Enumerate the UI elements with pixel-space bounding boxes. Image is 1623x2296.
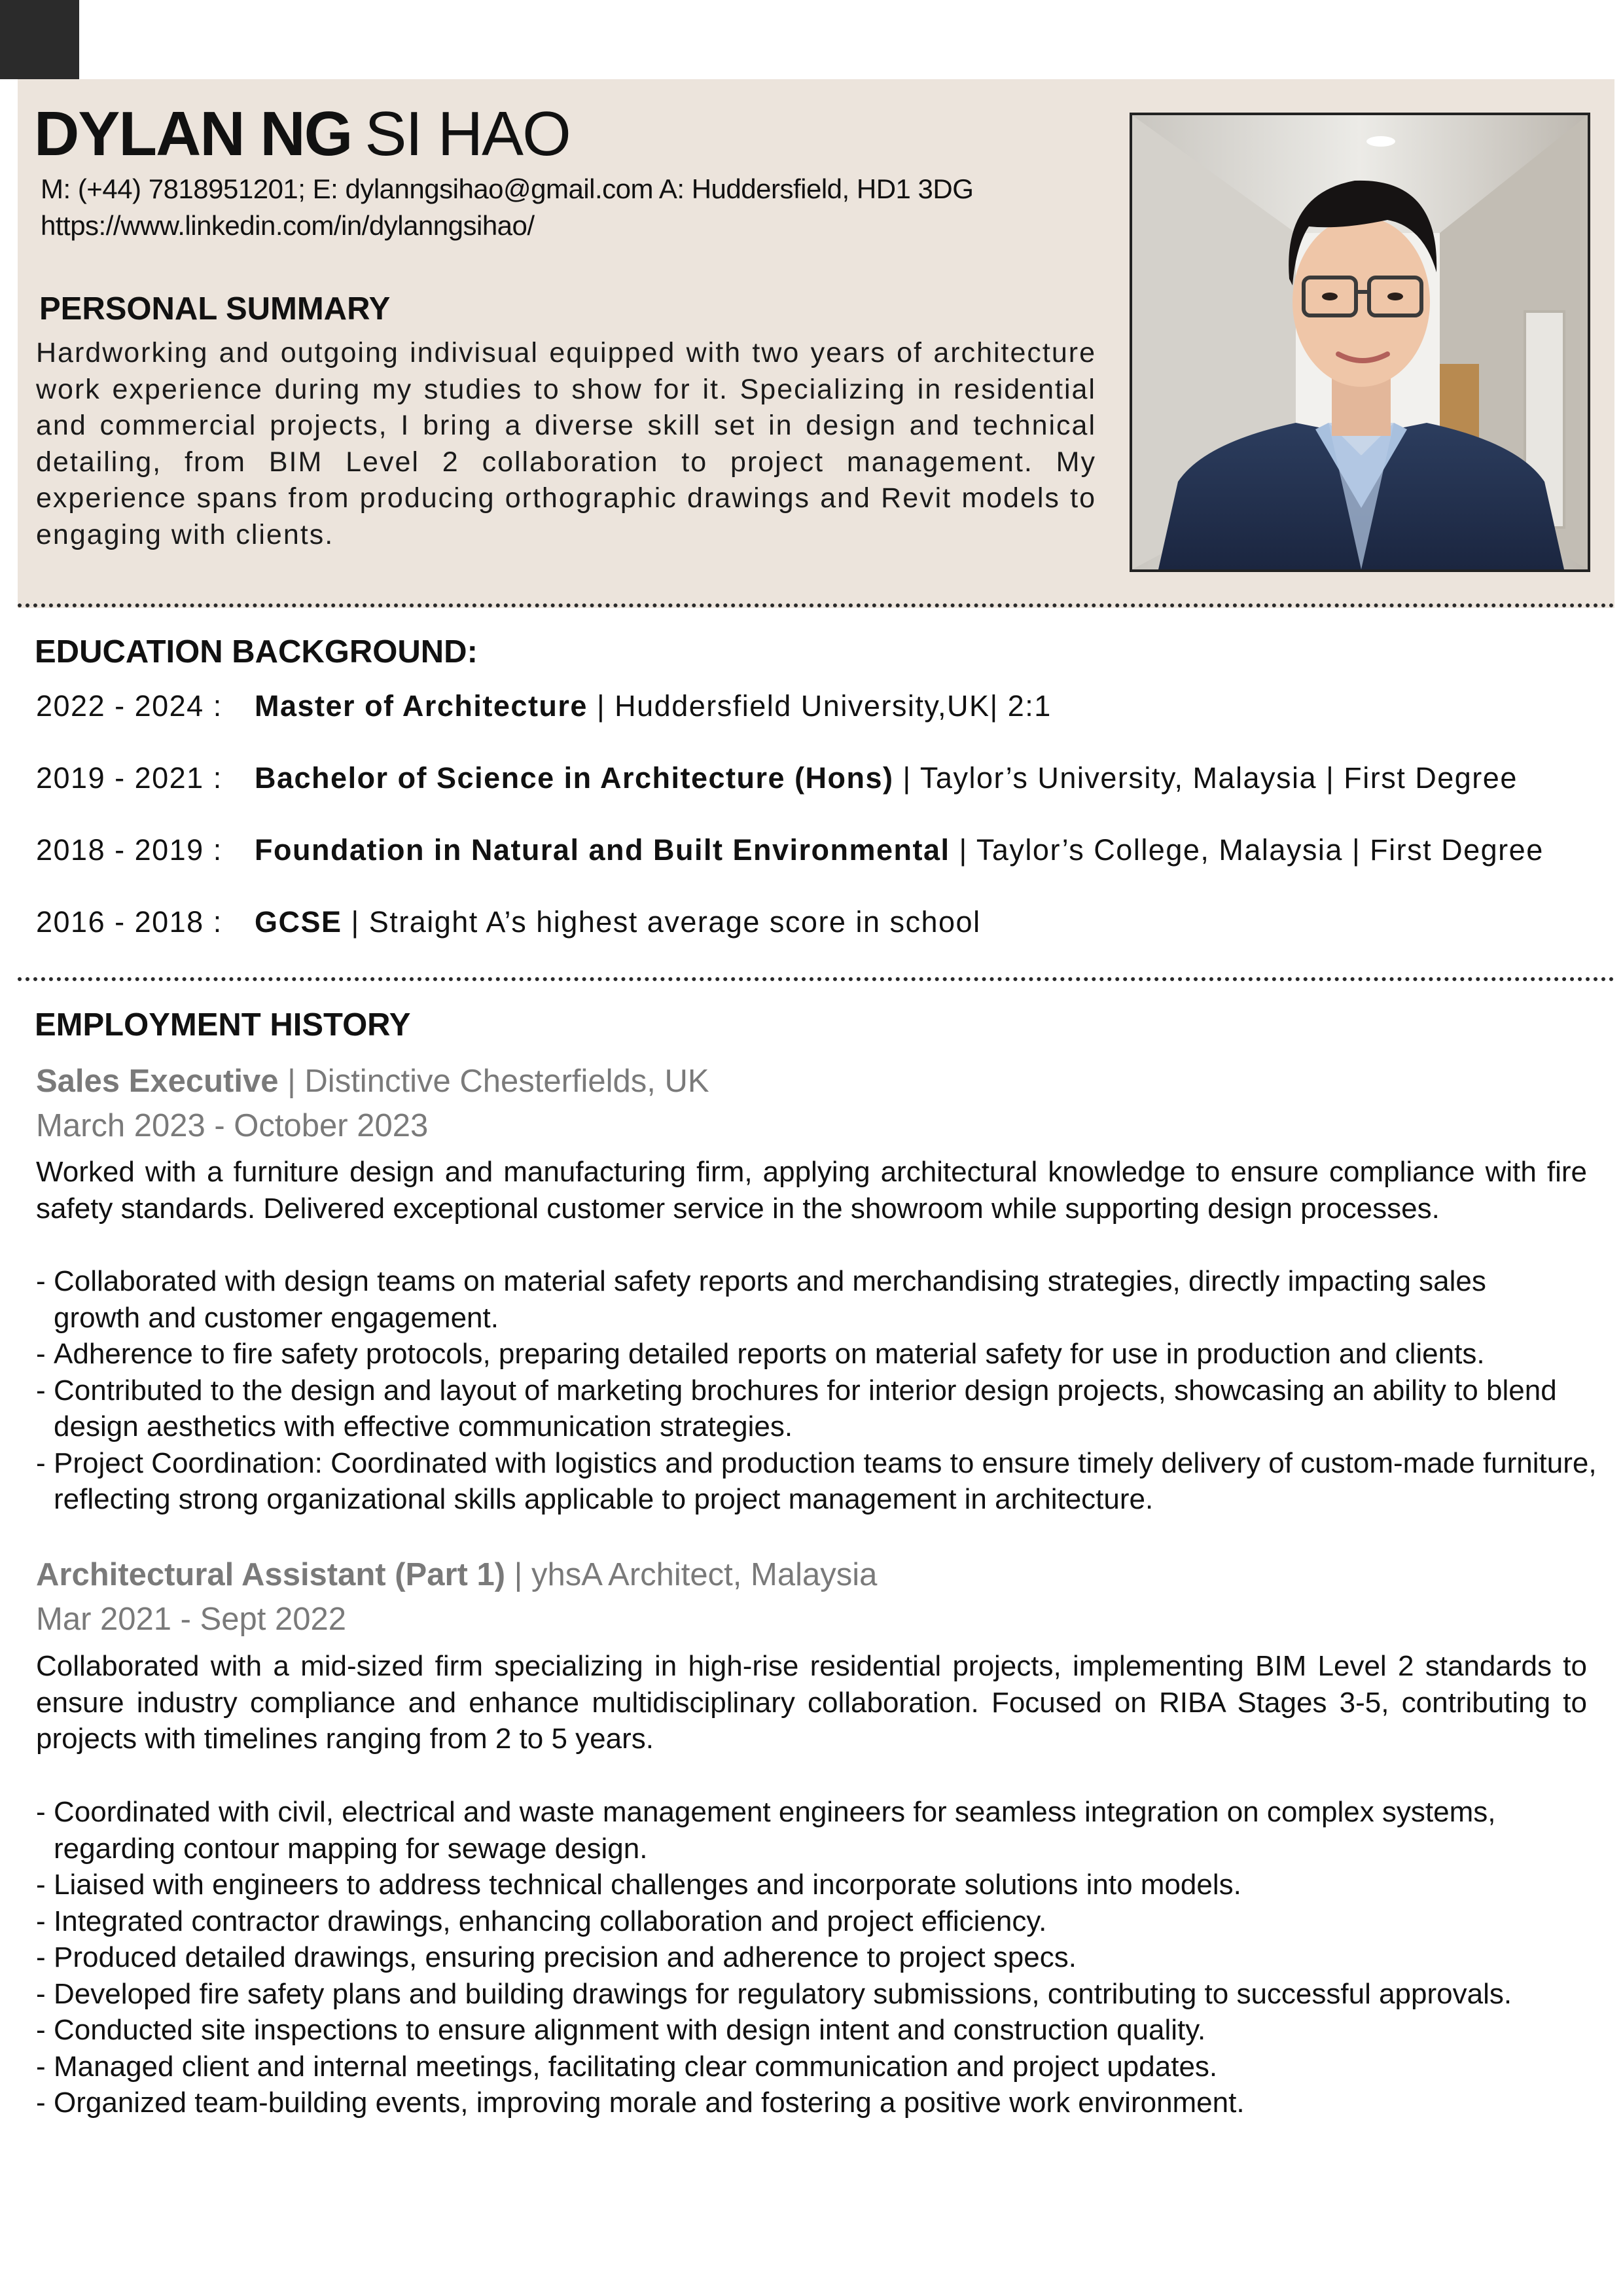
name-last: SI HAO — [365, 99, 570, 169]
education-title: EDUCATION BACKGROUND: — [35, 634, 478, 670]
education-details: | Huddersfield University,UK| 2:1 — [587, 689, 1052, 723]
list-item: - Liaised with engineers to address technical challenges and incorporate solutions into models. — [36, 1867, 1620, 1903]
list-item: - Project Coordination: Coordinated with logistics and production teams to ensure timely delivery of custom-made furniture, reflecting strong organizational skills applicable to project management in architecture. — [36, 1445, 1620, 1518]
education-item — [36, 689, 1052, 723]
list-item: - Coordinated with civil, electrical and waste management engineers for seamless integration on complex systems, regarding contour mapping for sewage design. — [36, 1794, 1620, 1867]
name-first: DYLAN NG — [34, 99, 352, 169]
education-degree: GCSE — [255, 905, 342, 939]
job-title — [36, 1063, 709, 1100]
list-item: - Integrated contractor drawings, enhancing collaboration and project efficiency. — [36, 1903, 1620, 1940]
job-role: Sales Executive — [36, 1064, 279, 1099]
job-dates: Mar 2021 - Sept 2022 — [36, 1602, 346, 1637]
list-item: - Produced detailed drawings, ensuring precision and adherence to project specs. — [36, 1939, 1620, 1976]
header-divider — [18, 603, 1614, 607]
corner-block — [0, 0, 79, 79]
education-years: 2018 - 2019 : — [36, 833, 223, 867]
job-title — [36, 1556, 877, 1593]
education-degree: Bachelor of Science in Architecture (Hons) — [255, 761, 894, 795]
education-divider — [18, 977, 1614, 981]
job-description: Collaborated with a mid-sized firm specializing in high-rise residential projects, implementing BIM Level 2 standards to ensure industry compliance and enhance multidisciplinary collaboration. Focused on RIBA Stages 3-5, contributing to projects with timelines ranging from 2 to 5 years. — [36, 1650, 1587, 1755]
list-item: - Conducted site inspections to ensure alignment with design intent and construction quality. — [36, 2012, 1620, 2049]
job-bullets — [36, 1263, 1620, 1518]
education-item — [36, 833, 1544, 867]
education-item — [36, 905, 981, 939]
job-bullets — [36, 1794, 1620, 2121]
portrait-illustration — [1132, 115, 1588, 569]
job-dates: March 2023 - October 2023 — [36, 1108, 429, 1143]
linkedin-link[interactable]: https://www.linkedin.com/in/dylanngsihao/ — [41, 210, 535, 241]
education-details: | Taylor’s University, Malaysia | First Degree — [893, 761, 1518, 795]
profile-photo — [1130, 113, 1590, 572]
education-years: 2016 - 2018 : — [36, 905, 223, 939]
list-item: - Developed fire safety plans and building drawings for regulatory submissions, contributing to successful approvals. — [36, 1976, 1546, 2013]
job-company: | yhsA Architect, Malaysia — [505, 1557, 878, 1592]
job-role: Architectural Assistant (Part 1) — [36, 1557, 506, 1592]
job-company: | Distinctive Chesterfields, UK — [278, 1064, 709, 1099]
education-degree: Master of Architecture — [255, 689, 588, 723]
education-details: | Taylor’s College, Malaysia | First Degree — [950, 833, 1544, 867]
personal-summary-text: Hardworking and outgoing indivisual equipped with two years of architecture work experience during my studies to show for it. Specializing in residential and commercial projects, I bring a diverse skill set in design and technical detailing, from BIM Level 2 collaboration to project management. My experience spans from producing orthographic drawings and Revit models to engaging with clients. — [36, 337, 1096, 550]
list-item: - Organized team-building events, improving morale and fostering a positive work environment. — [36, 2085, 1620, 2121]
education-item — [36, 761, 1518, 795]
education-details: | Straight A’s highest average score in school — [342, 905, 981, 939]
education-years: 2022 - 2024 : — [36, 689, 223, 723]
education-years: 2019 - 2021 : — [36, 761, 223, 795]
list-item: - Adherence to fire safety protocols, preparing detailed reports on material safety for use in production and clients. — [36, 1336, 1620, 1372]
employment-title: EMPLOYMENT HISTORY — [35, 1007, 411, 1043]
contact-line: M: (+44) 7818951201; E: dylanngsihao@gmail.com A: Huddersfield, HD1 3DG — [41, 173, 974, 204]
list-item: - Collaborated with design teams on material safety reports and merchandising strategies, directly impacting sales growth and customer engagement. — [36, 1263, 1539, 1336]
job-description: Worked with a furniture design and manufacturing firm, applying architectural knowledge to ensure compliance with fire safety standards. Delivered exceptional customer service in the showroom while supporting design processes. — [36, 1156, 1587, 1225]
personal-summary-title: PERSONAL SUMMARY — [39, 291, 391, 327]
list-item: - Managed client and internal meetings, facilitating clear communication and project updates. — [36, 2049, 1620, 2085]
candidate-name — [34, 98, 570, 170]
list-item: - Contributed to the design and layout of marketing brochures for interior design projects, showcasing an ability to blend design aesthetics with effective communication strategies. — [36, 1372, 1620, 1445]
education-degree: Foundation in Natural and Built Environmental — [255, 833, 950, 867]
